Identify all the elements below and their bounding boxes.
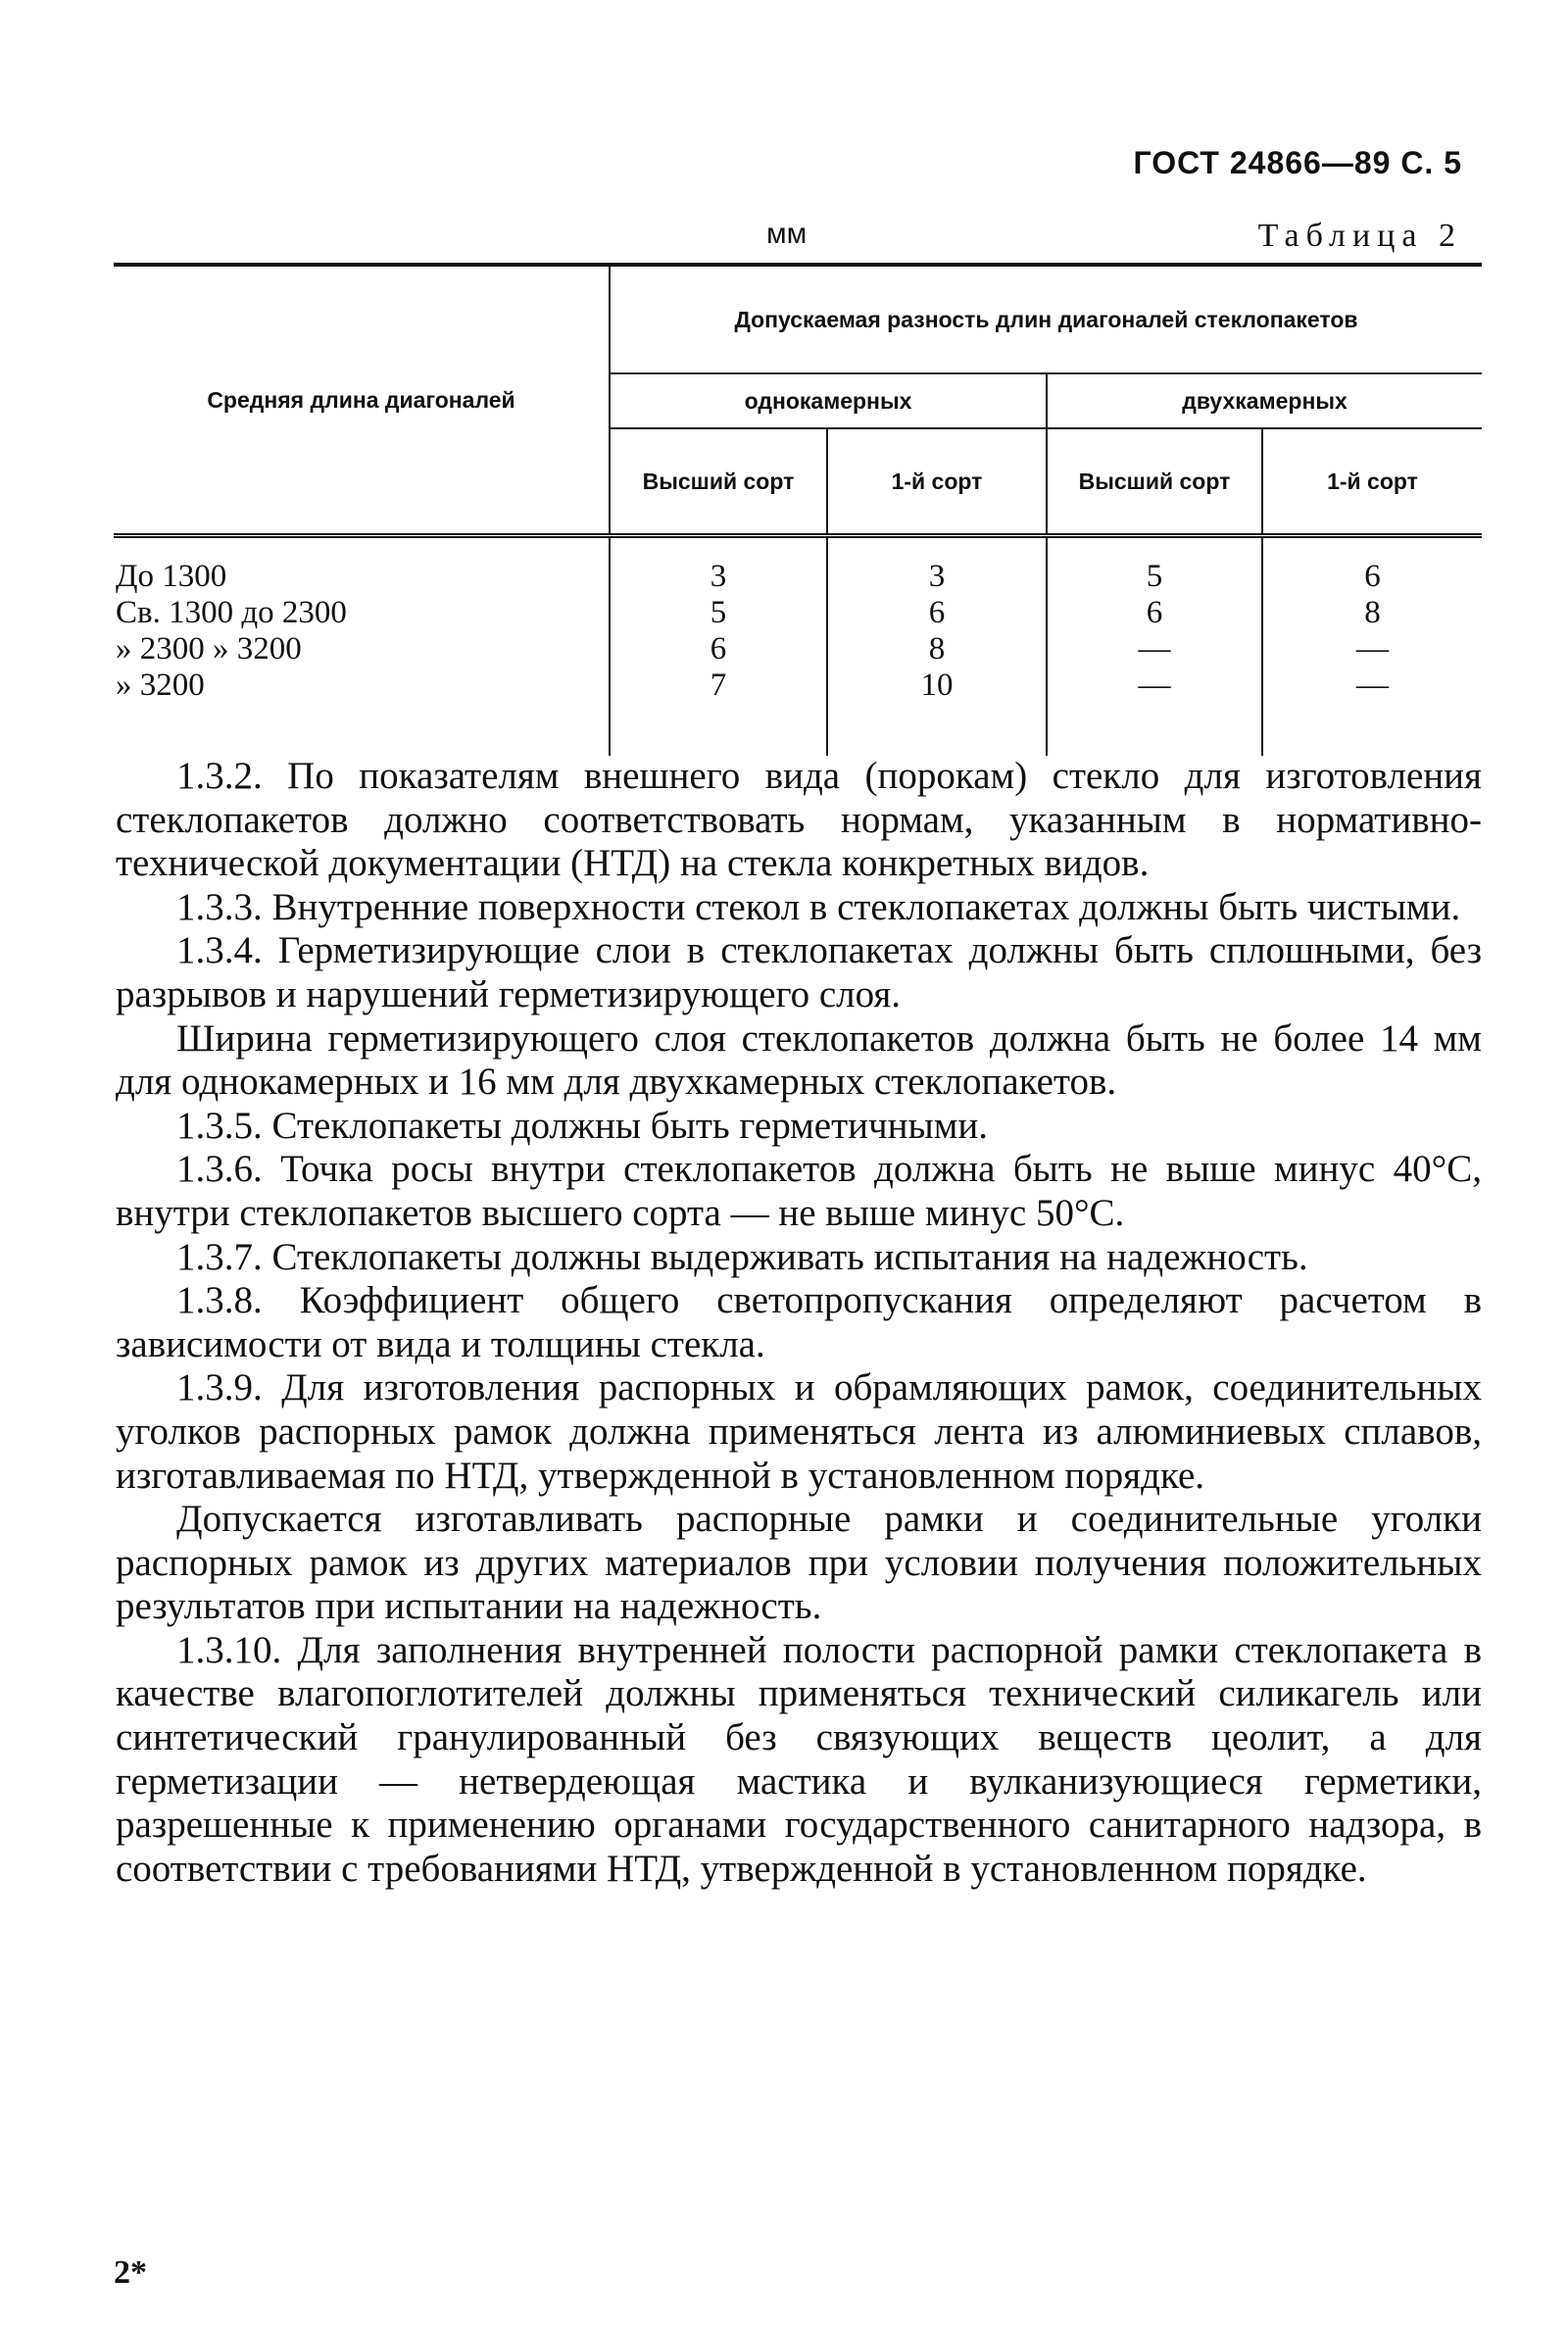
diagonal-tolerance-table	[114, 263, 1482, 756]
signature-mark: 2*	[114, 2254, 147, 2291]
row-label: До 1300	[116, 559, 227, 594]
table-caption: Таблица 2	[1257, 218, 1462, 254]
grade-header: 1-й сорт	[827, 428, 1047, 536]
cell-value: 6	[710, 631, 727, 667]
running-head: ГОСТ 24866—89 С. 5	[1133, 145, 1462, 180]
row-labels	[114, 536, 610, 757]
cell-value: —	[1356, 668, 1389, 703]
cell-value: 6	[1364, 559, 1381, 594]
grade-header: Высший сорт	[610, 428, 827, 536]
paragraph: 1.3.5. Стеклопакеты должны быть герметичными.	[176, 1104, 989, 1147]
cell-value: 3	[928, 559, 946, 594]
col-values-4	[1262, 536, 1482, 757]
row-label: » 2300 » 3200	[116, 631, 302, 667]
table-body-row	[114, 536, 1482, 757]
paragraph: 1.3.6. Точка росы внутри стеклопакетов должна быть не выше минус 40°С, внутри стеклопакетов высшего сорта — не выше минус 50°С.	[116, 1148, 1482, 1234]
paragraph: 1.3.10. Для заполнения внутренней полости распорной рамки стеклопакета в качестве влагопоглотителей должны применяться технический силикагель или синтетический гранулированный без связующих веществ цеолит, а для герметизации — нетвердеющая мастика и вулканизующиеся герметики, разрешенные к применению органами государственного санитарного надзора, в соответствии с требованиями НТД, утвержденной в установленном порядке.	[116, 1628, 1482, 1890]
paragraph: 1.3.9. Для изготовления распорных и обрамляющих рамок, соединительных уголков распорных рамок должна применяться лента из алюминиевых сплавов, изготавливаемая по НТД, утвержденной в установленном порядке.	[116, 1366, 1482, 1497]
row-label: » 3200	[116, 668, 205, 703]
cell-value: —	[1356, 631, 1389, 667]
paragraph: 1.3.2. По показателям внешнего вида (порокам) стекло для изготовления стеклопакетов должно соответствовать нормам, указанным в нормативно-технической документации (НТД) на стекла конкретных видов.	[116, 755, 1482, 885]
paragraph: 1.3.3. Внутренние поверхности стекол в стеклопакетах должны быть чистыми.	[176, 885, 1461, 928]
group-header: Допускаемая разность длин диагоналей стеклопакетов	[610, 265, 1482, 373]
cell-value: 8	[928, 631, 946, 667]
paragraph: Ширина герметизирующего слоя стеклопакетов должна быть не более 14 мм для однокамерных и 16 мм для двухкамерных стеклопакетов.	[116, 1016, 1482, 1104]
cell-value: —	[1138, 668, 1171, 703]
subgroup-header-double: двухкамерных	[1047, 373, 1482, 428]
col-header-diagonal: Средняя длина диагоналей	[114, 265, 610, 536]
grade-header: 1-й сорт	[1262, 428, 1482, 536]
cell-value: 5	[1146, 559, 1163, 594]
body-text	[116, 755, 1482, 1891]
paragraph: 1.3.7. Стеклопакеты должны выдерживать испытания на надежность.	[176, 1235, 1308, 1278]
grade-header: Высший сорт	[1047, 428, 1262, 536]
cell-value: 6	[1146, 595, 1163, 630]
col-values-2	[827, 536, 1047, 757]
cell-value: 3	[710, 559, 727, 594]
table-units: мм	[766, 218, 808, 250]
paragraph: Допускается изготавливать распорные рамки и соединительные уголки распорных рамок из других материалов при условии получения положительных результатов при испытании на надежность.	[116, 1498, 1482, 1628]
paragraph: 1.3.4. Герметизирующие слои в стеклопакетах должны быть сплошными, без разрывов и нарушений герметизирующего слоя.	[116, 929, 1482, 1015]
cell-value: 6	[928, 595, 946, 630]
col-values-1	[610, 536, 827, 757]
col-values-3	[1047, 536, 1262, 757]
cell-value: 10	[920, 668, 954, 703]
cell-value: —	[1138, 631, 1171, 667]
paragraph: 1.3.8. Коэффициент общего светопропускания определяют расчетом в зависимости от вида и толщины стекла.	[116, 1279, 1482, 1365]
subgroup-header-single: однокамерных	[610, 373, 1047, 428]
row-label: Св. 1300 до 2300	[116, 595, 347, 630]
cell-value: 5	[710, 595, 727, 630]
cell-value: 8	[1364, 595, 1381, 630]
cell-value: 7	[710, 668, 727, 703]
